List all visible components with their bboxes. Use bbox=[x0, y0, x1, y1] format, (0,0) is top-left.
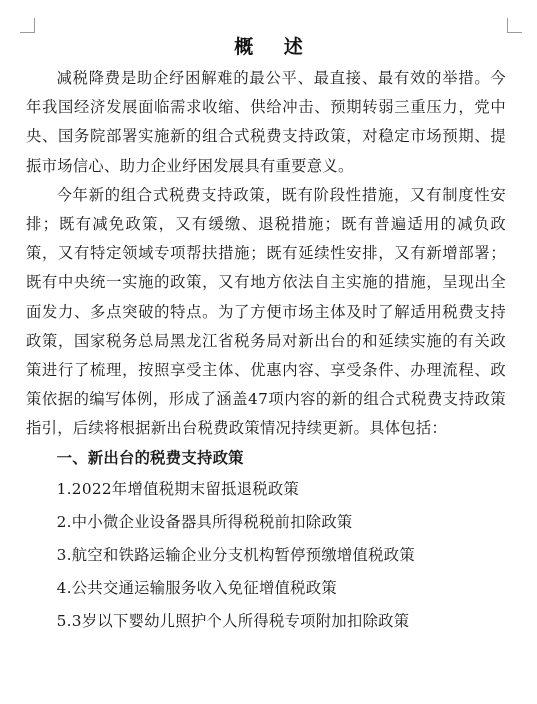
list-item: 5.3岁以下婴幼儿照护个人所得税专项附加扣除政策 bbox=[56, 611, 410, 630]
list-item: 4.公共交通运输服务收入免征增值税政策 bbox=[56, 578, 337, 597]
document-title: 概 述 bbox=[234, 36, 315, 58]
list-item: 2.中小微企业设备器具所得税税前扣除政策 bbox=[56, 512, 353, 531]
policy-list bbox=[26, 473, 506, 638]
paragraph-policy-overview: 今年新的组合式税费支持政策，既有阶段性措施，又有制度性安排；既有减免政策，又有缓缴、退税措施；既有普遍适用的减负政策，又有特定领域专项帮扶措施；既有延续性安排，又有新增部署；既有中央统一实施的政策，又有地方依法自主实施的措施，呈现出全面发力、多点突破的特点。为了方便市场主体及时了解适用税费支持政策，国家税务总局黑龙江省税务局对新出台的和延续实施的有关政策进行了梳理，按照享受主体、优惠内容、享受条件、办理流程、政策依据的编写体例，形成了涵盖47项内容的新的组合式税费支持政策指引，后续将根据新出台税费政策情况持续更新。具体包括： bbox=[26, 185, 506, 438]
section-heading: 一、新出台的税费支持政策 bbox=[56, 448, 244, 467]
list-item: 3.航空和铁路运输企业分支机构暂停预缴增值税政策 bbox=[56, 545, 415, 564]
page-corner-mark-top-left bbox=[20, 18, 35, 33]
page-corner-mark-top-right bbox=[507, 18, 522, 33]
paragraph-intro: 减税降费是助企纾困解难的最公平、最直接、最有效的举措。今年我国经济发展面临需求收缩、供给冲击、预期转弱三重压力，党中央、国务院部署实施新的组合式税费支持政策，对稳定市场预期、提振市场信心、助力企业纾困发展具有重要意义。 bbox=[26, 69, 506, 175]
document-body bbox=[26, 64, 506, 638]
list-item: 1.2022年增值税期末留抵退税政策 bbox=[56, 479, 300, 498]
